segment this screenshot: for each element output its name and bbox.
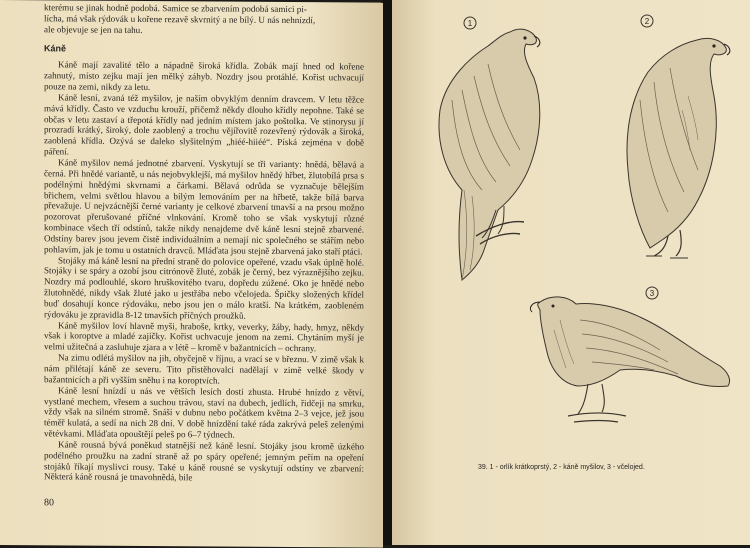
paragraph: Káně myšilov nemá jednotné zbarvení. Vyskytují se tři varianty: hnědá, bělavá a černá. Při hnědé variantě, u nás nejobvyklejší, má myšilov hnědý hřbet, žlutobílá prsa s podélnými hnědými skvrnami a čárkami. Bělavá odrůda se vyznačuje bělejším břichem, velmi světlou hlavou a bílým lemováním per na hřbetě, takže bílá barva převažuje. U nejvzácnější černé varianty je celkové zbarvení tmavší a na prsou možno pozorovat přerušované příčné vlnkování. Kromě toho se však vyskytují různé kombinace všech tří odstínů, takže nikdy nenajdeme dvě káně lesní stejně zbarvené. Odstíny barev jsou jevem čistě individuálním a nemají nic společného se stářím nebo pohlavím, jak je tomu u ostatních dravců. Mláďata jsou stejně zbarvená jako staří ptáci. [44,157,364,257]
section-heading: Káně [44,42,67,53]
left-page-text [44,2,364,485]
paragraph: Káně rousná bývá poněkud statnější než káně lesní. Stojáky jsou kromě úzkého podélného proužku na zadní straně až po spáry opeřené; jemným peřím na opeření stojáků říkají myslivci rousy. Také u káně rousné se vyskytují odstíny ve zbarvení: Některá káně rousná je tmavohnědá, bile [44,439,364,483]
figure-number: 3 [649,289,655,298]
bird-3-honey-buzzard-illustration [530,297,729,422]
carryover-line: ale objevuje se jen na tahu. [44,23,143,35]
paragraph: Káně mají zavalité tělo a nápadně široká křídla. Zobák mají hned od kořene zahnutý, místo zejku mají jen mělký záhyb. Nozdry jsou protáhlé. Kořist uchvacují pouze na zemi, nikdy za letu. [44,59,364,93]
paragraph: Káně lesní hnízdí u nás ve větších lesích dosti zhusta. Hrubé hnízdo z větví, vystlané mechem, vřesem a suchou trávou, staví na dubech, jedlích, řidčeji na smrku, vždy však na silném stromě. Snáší v dubnu nebo počátkem května 2–3 vejce, jež jsou téměř kulatá, a sedí na nich 28 dní. V době hnízdění také ráda zakrývá peleš zelenými větévkami. Mláďata opouštějí peleš po 6–7 týdnech. [44,385,364,440]
figure-caption: 39. 1 - orlík krátkoprstý, 2 - káně myšilov, 3 - včelojed. [478,464,645,471]
carryover-line: lícha, má však rýdovák u kořene rezavě skvrnitý a ne bílý. U nás nehnízdí, [44,13,316,26]
paragraph: Káně lesní, zvaná též myšilov, je naším obvyklým denním dravcem. V letu těžce mává křídly. Často ve vzduchu krouží, přičemž někdy dlouho křídly nepohne. Také se občas v letu zastaví a třepotá křídly nad jedním místem jako poštolka. Ve stinorysu jí prozradí krátký, široký, dole zaoblený a trochu vějířovitě rozevřený rýdovák a široká, zaoblená křídla. Ozývá se daleko slyšitelným „hiéé-hiiéé“. Píská zejména v době páření. [44,92,364,157]
book-gutter [383,0,392,545]
bird-2-buzzard-illustration [627,38,730,258]
carryover-line: kterému se jinak hodně podobá. Samice se zbarvením podobá samici pi- [44,2,307,15]
paragraph: Stojáky má káně lesní na přední straně do polovice opeřené, vzadu však úplně holé. Stojáky i se spáry a ozobí jsou citrónově žluté, zobák je černý, bez výraznějšího zejku. Nozdry má podlouhlé, skoro hruškovitého tvaru, dopředu zúžené. Oko je hnědé nebo žlutohnědé, nikdy však žluté jako u jestřába nebo včelojeda. Špičky složených křídel buď dosahují konce rýdováku, nebo jsou jen o málo kratší. Na krátkém, zaobleném rýdováku je zpravidla 8-12 tmavších příčných proužků. [44,254,364,321]
bird-1-eagle-illustration [439,29,540,280]
paragraph: Na zimu odlétá myšilov na jih, obyčejně v říjnu, a vrací se v březnu. V zimě však k nám přilétají káně ze severu. Tito přistěhovalci nadělají v zimě velké škody v bažantnicích a při vyšším sněhu i na koroptvích. [44,352,364,386]
page-number: 80 [44,497,54,509]
paragraph: Káně myšilov loví hlavně myši, hraboše, krtky, veverky, žáby, hady, hmyz, někdy však i koroptve a mladé zajíčky. Kořist uchvacuje jenom na zemi. Chytáním myší je velmi užitečná a zasluhuje zjara a v létě – kromě v bažantnicích – ochrany. [44,320,364,354]
figure-number: 2 [644,17,650,26]
figure-number: 1 [467,19,473,28]
